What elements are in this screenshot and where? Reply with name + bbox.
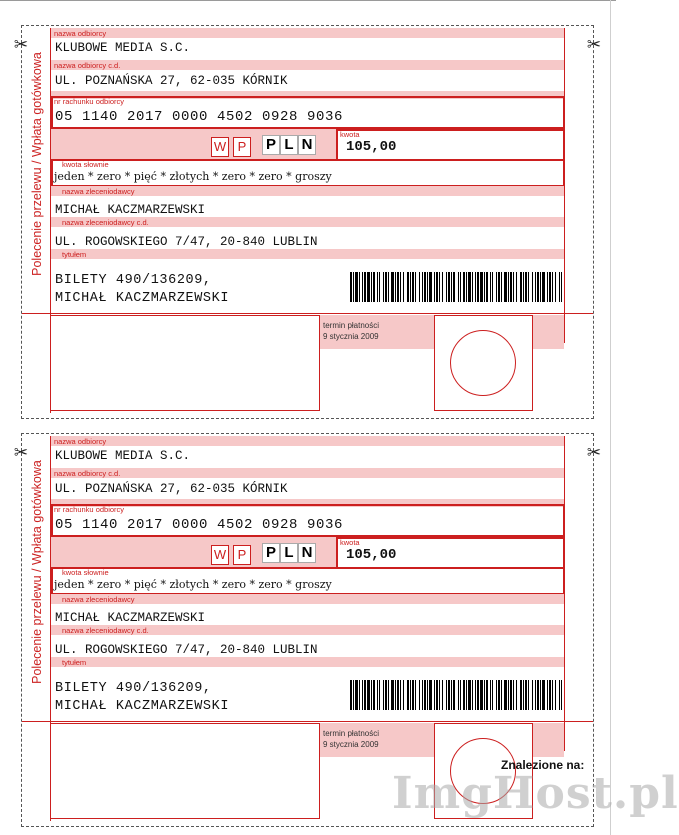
watermark: ImgHost.pl (392, 768, 679, 819)
label-band (51, 60, 564, 70)
stamp-box (50, 315, 320, 411)
amount-in-words-label: kwota słownie (62, 568, 109, 577)
sender-name: MICHAŁ KACZMARZEWSKI (55, 611, 206, 625)
recipient-name-label: nazwa odbiorcy (54, 437, 107, 446)
account-number: 05 1140 2017 0000 4502 0928 9036 (55, 517, 344, 533)
label-band (51, 249, 564, 259)
sender-address: UL. ROGOWSKIEGO 7/47, 20-840 LUBLIN (55, 235, 318, 249)
scissors-icon: ✂ (586, 35, 602, 54)
currency-box: L (280, 135, 298, 155)
sender-name-cont-label: nazwa zleceniodawcy c.d. (62, 218, 149, 227)
seal-circle (450, 330, 516, 396)
scissors-icon: ✂ (13, 443, 29, 462)
barcode (350, 680, 562, 710)
account-number: 05 1140 2017 0000 4502 0928 9036 (55, 109, 344, 125)
title-line-2: MICHAŁ KACZMARZEWSKI (55, 699, 230, 714)
recipient-address: UL. POZNAŃSKA 27, 62-035 KÓRNIK (55, 74, 288, 88)
recipient-name-label: nazwa odbiorcy (54, 29, 107, 38)
title-line-1: BILETY 490/136209, (55, 273, 212, 288)
currency-box: N (298, 543, 316, 563)
sender-name: MICHAŁ KACZMARZEWSKI (55, 203, 206, 217)
type-box: W (211, 545, 229, 565)
label-band (51, 468, 564, 478)
recipient-name: KLUBOWE MEDIA S.C. (55, 41, 191, 55)
bottom-rule (22, 721, 593, 722)
account-number-label: nr rachunku odbiorcy (54, 505, 125, 514)
sender-name-cont-label: nazwa zleceniodawcy c.d. (62, 626, 149, 635)
sender-name-label: nazwa zleceniodawcy (62, 595, 135, 604)
type-box: P (233, 137, 251, 157)
title-line-1: BILETY 490/136209, (55, 681, 212, 696)
amount: 105,00 (346, 139, 397, 155)
title-line-2: MICHAŁ KACZMARZEWSKI (55, 291, 230, 306)
amount: 105,00 (346, 547, 397, 563)
amount-label: kwota (340, 538, 360, 547)
currency-box: L (280, 543, 298, 563)
corner-band (532, 723, 564, 757)
scissors-icon: ✂ (13, 35, 29, 54)
recipient-name-cont-label: nazwa odbiorcy c.d. (54, 469, 121, 478)
recipient-address: UL. POZNAŃSKA 27, 62-035 KÓRNIK (55, 482, 288, 496)
amount-label: kwota (340, 130, 360, 139)
type-box: W (211, 137, 229, 157)
label-band (51, 28, 564, 38)
type-box: P (233, 545, 251, 565)
transfer-slip (0, 25, 616, 425)
bottom-rule (22, 313, 593, 314)
label-band (51, 436, 564, 446)
payment-deadline-value: 9 stycznia 2009 (323, 332, 379, 341)
payment-deadline-value: 9 stycznia 2009 (323, 740, 379, 749)
top-border (0, 0, 616, 1)
barcode (350, 272, 562, 302)
side-title: Polecenie przelewu / Wpłata gotówkowa (30, 52, 44, 276)
recipient-name: KLUBOWE MEDIA S.C. (55, 449, 191, 463)
payment-deadline-label: termin płatności (323, 729, 380, 738)
sender-name-label: nazwa zleceniodawcy (62, 187, 135, 196)
currency-box: P (262, 135, 280, 155)
corner-band (532, 315, 564, 349)
scissors-icon: ✂ (586, 443, 602, 462)
recipient-name-cont-label: nazwa odbiorcy c.d. (54, 61, 121, 70)
currency-box: N (298, 135, 316, 155)
amount-in-words-label: kwota słownie (62, 160, 109, 169)
title-label: tytułem (62, 250, 87, 259)
payment-deadline-label: termin płatności (323, 321, 380, 330)
sender-address: UL. ROGOWSKIEGO 7/47, 20-840 LUBLIN (55, 643, 318, 657)
amount-in-words: jeden * zero * pięć * złotych * zero * zero * groszy (54, 170, 332, 183)
currency-box: P (262, 543, 280, 563)
found-on-label: Znalezione na: (501, 758, 585, 772)
stamp-box (50, 723, 320, 819)
title-label: tytułem (62, 658, 87, 667)
label-band (51, 657, 564, 667)
amount-in-words: jeden * zero * pięć * złotych * zero * zero * groszy (54, 578, 332, 591)
account-number-label: nr rachunku odbiorcy (54, 97, 125, 106)
side-title: Polecenie przelewu / Wpłata gotówkowa (30, 460, 44, 684)
